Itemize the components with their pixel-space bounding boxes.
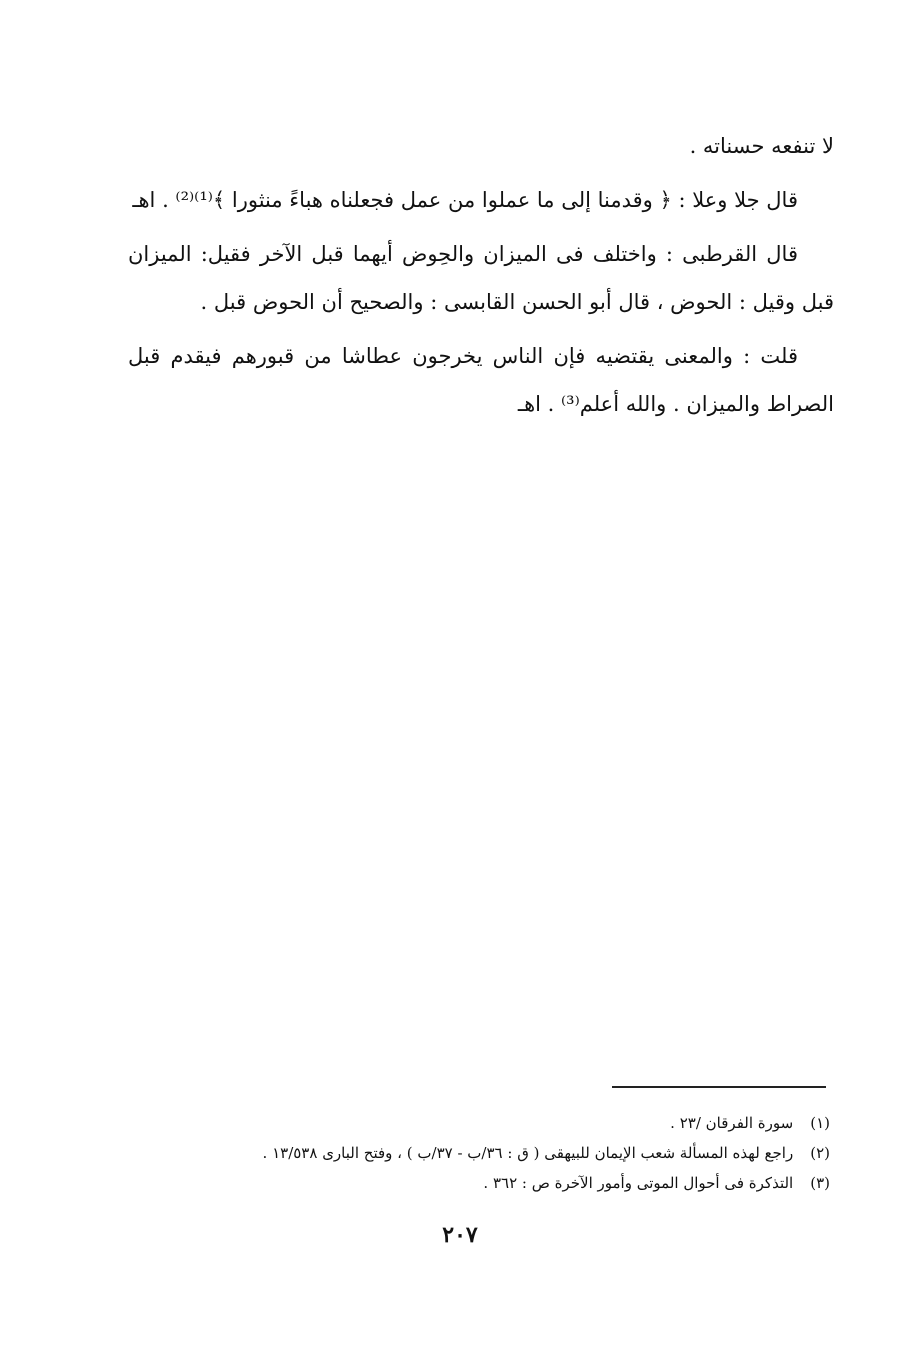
footnote-text: سورة الفرقان /٢٣ .	[670, 1114, 794, 1132]
footnotes	[118, 1108, 830, 1198]
footnote-text: راجع لهذه المسألة شعب الإيمان للبيهقى ( ق : ٣٦/ب - ٣٧/ب ) ، وفتح البارى ١٣/٥٣٨ .	[262, 1144, 794, 1162]
main-text	[128, 122, 834, 434]
paragraph-3: قال القرطبى : واختلف فى الميزان والحِوض أيهما قبل الآخر فقيل: الميزان قبل وقيل : الحوض ، قال أبو الحسن القابسى : والصحيح أن الحوض قبل .	[128, 242, 834, 314]
paragraph-4: قلت : والمعنى يقتضيه فإن الناس يخرجون عطاشا من قبورهم فيقدم قبل الصراط والميزان . والله أعلم⁽³⁾ . اهـ	[128, 344, 834, 416]
page-number: ٢٠٧	[442, 1222, 478, 1248]
footnote-number: (١)	[810, 1114, 830, 1132]
paragraph-1: لا تنفعه حسناته .	[689, 134, 834, 158]
footnote-text: التذكرة فى أحوال الموتى وأمور الآخرة ص : ٣٦٢ .	[483, 1174, 794, 1192]
footnote-divider	[612, 1086, 826, 1088]
footnote-1	[118, 1108, 830, 1138]
footnote-number: (٣)	[810, 1174, 830, 1192]
footnote-3	[118, 1168, 830, 1198]
paragraph-2: قال جلا وعلا : ﴿ وقدمنا إلى ما عملوا من عمل فجعلناه هباءً منثورا ﴾⁽¹⁾⁽²⁾ . اهـ	[132, 188, 798, 212]
footnote-number: (٢)	[810, 1144, 830, 1162]
footnote-2	[118, 1138, 830, 1168]
